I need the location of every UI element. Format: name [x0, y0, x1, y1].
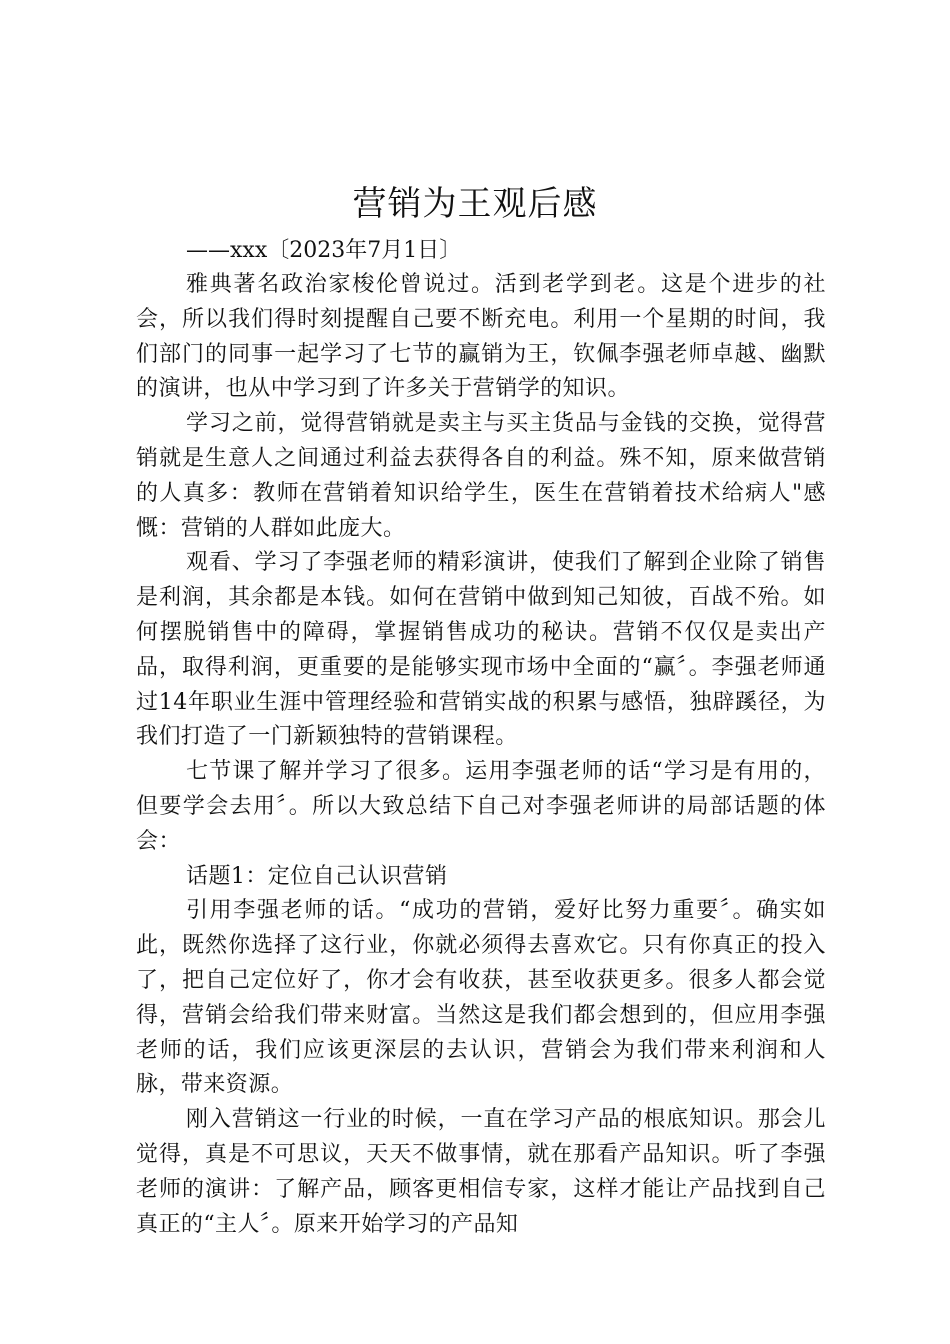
document-body	[136, 268, 826, 1242]
document-title: 营销为王观后感	[352, 184, 598, 224]
paragraph: 观看、学习了李强老师的精彩演讲，使我们了解到企业除了销售是利润，其余都是本钱。如何在营销中做到知己知彼，百战不殆。如何摆脱销售中的障碍，掌握销售成功的秘诀。营销不仅仅是卖出产品，取得利润，更重要的是能够实现市场中全面的“赢〞。李强老师通过14年职业生涯中管理经验和营销实战的积累与感悟，独辟蹊径，为我们打造了一门新颖独特的营销课程。	[136, 550, 826, 750]
paragraph: 七节课了解并学习了很多。运用李强老师的话“学习是有用的，但要学会去用〞。所以大致总结下自己对李强老师讲的局部话题的体会：	[136, 759, 826, 854]
section-heading: 话题1：定位自己认识营销	[186, 863, 448, 889]
paragraph: 学习之前，觉得营销就是卖主与买主货品与金钱的交换，觉得营销就是生意人之间通过利益去获得各自的利益。殊不知，原来做营销的人真多：教师在营销着知识给学生，医生在营销着技术给病人"感慨：营销的人群如此庞大。	[136, 411, 826, 541]
document-byline: ——xxx〔2023年7月1日〕	[186, 238, 462, 263]
paragraph: 刚入营销这一行业的时候，一直在学习产品的根底知识。那会儿觉得，真是不可思议，天天不做事情，就在那看产品知识。听了李强老师的演讲：了解产品，顾客更相信专家，这样才能让产品找到自己真正的“主人〞。原来开始学习的产品知	[136, 1107, 826, 1237]
paragraph: 雅典著名政治家梭伦曾说过。活到老学到老。这是个进步的社会，所以我们得时刻提醒自己要不断充电。利用一个星期的时间，我们部门的同事一起学习了七节的赢销为王，钦佩李强老师卓越、幽默的演讲，也从中学习到了许多关于营销学的知识。	[136, 272, 826, 402]
paragraph: 引用李强老师的话。“成功的营销，爱好比努力重要〞。确实如此，既然你选择了这行业，你就必须得去喜欢它。只有你真正的投入了，把自己定位好了，你才会有收获，甚至收获更多。很多人都会觉得，营销会给我们带来财富。当然这是我们都会想到的，但应用李强老师的话，我们应该更深层的去认识，营销会为我们带来利润和人脉，带来资源。	[136, 898, 826, 1098]
